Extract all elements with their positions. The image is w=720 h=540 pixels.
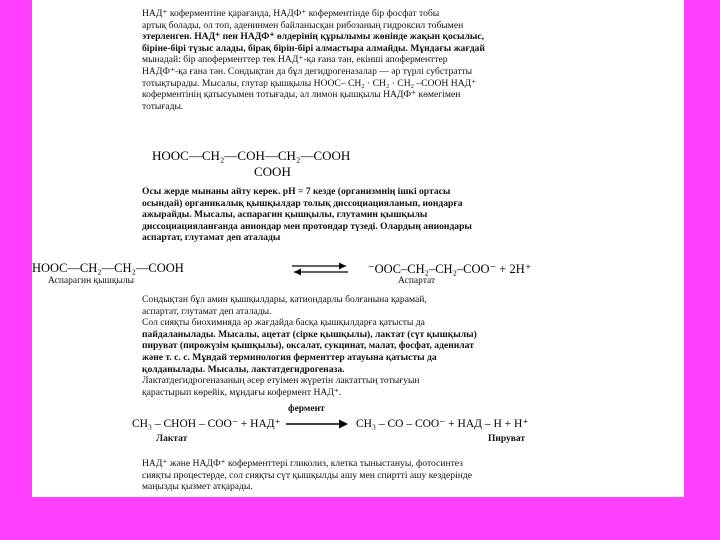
text-line: аспартат, глутамат деп аталады. bbox=[142, 305, 272, 317]
equation-2-right: CH₃ – CO – COO⁻ + НАД – H + H⁺ bbox=[356, 418, 529, 430]
text-line: қолданылады. Мысалы, лактатдегидрогеназа. bbox=[142, 363, 345, 375]
equation-2-enzyme-label: фермент bbox=[288, 404, 325, 414]
text-line: пайдаланылады. Мысалы, ацетат (сірке қышқылы), лактат (сүт қышқылы) bbox=[142, 328, 477, 340]
text-line: Сондықтан бұл амин қышқылдары, катиондарлы болғанына қарамай, bbox=[142, 294, 427, 305]
text-line: НАД⁺ және НАДФ⁺ коферменттері гликолиз, клетка тыныстануы, фотосинтез bbox=[142, 458, 463, 469]
paragraph-3 bbox=[142, 294, 670, 398]
equation-1-left-label: Аспарагин қышқылы bbox=[48, 276, 134, 286]
text-line: Сол сияқты биохимияда әр жағдайда басқа қышқылдарға қатысты да bbox=[142, 317, 425, 329]
text-line: ажырайды. Мысалы, аспарагин қышқылы, глутамин қышқылы bbox=[142, 209, 428, 221]
text-line: артық болады, ол топ, аденинмен байланысқан рибозаның гидроксил тобымен bbox=[142, 19, 464, 31]
text-line: тотықтырады. Мысалы, глутар қышқылы HOOC– CH₂ · CH₂ · CH₂ –COOH НАД⁺ bbox=[142, 77, 477, 89]
equation-2-left-label: Лактат bbox=[156, 434, 188, 444]
formula-citric-branch: COOH bbox=[254, 164, 291, 179]
text-line: біріне-бірі түзыс алады, бірақ бірін-бірі алмастыра алмайды. Мұндағы жағдай bbox=[142, 42, 485, 54]
reaction-arrow-icon bbox=[284, 418, 350, 430]
text-line: НАД⁺ коферментіне қарағанда, НАДФ⁺ коферментінде бір фосфат тобы bbox=[142, 8, 440, 19]
text-line: Осы жерде мынаны айту керек. рН = 7 кезде (организмнің ішкі ортасы bbox=[142, 186, 451, 197]
text-line: коферментінің қатысуымен тотығады, ал лимон қышқылы НАДФ⁺ көмегімен bbox=[142, 89, 461, 101]
text-line: этерленген. НАД⁺ пен НАДФ⁺ өлдерінің құрылымы жөнінде жақын қосылыс, bbox=[142, 31, 485, 43]
text-line: НАДФ⁺-қа ғана тән. Сондықтан да бұл дегидрогеназалар — әр түрлі субстратты bbox=[142, 65, 473, 77]
text-line: диссоциацияланғанда аниондар мен протондар түзеді. Олардың аниондары bbox=[142, 220, 472, 232]
formula-citric: HOOC—CH₂—COH—CH₂—COOH bbox=[152, 148, 351, 163]
text-line: тотығады. bbox=[142, 100, 184, 112]
paragraph-4 bbox=[142, 458, 670, 493]
paragraph-1 bbox=[142, 8, 670, 112]
text-line: осындай) органикалық қышқылдар толық диссоциацияланып, иондарға bbox=[142, 197, 463, 209]
text-line: Лактатдегидрогеназаның әсер етуімен жүретін лактаттың тотығуын bbox=[142, 375, 420, 387]
equation-1-right-label: Аспартат bbox=[398, 276, 436, 286]
text-line: сияқты процестерде, сол сияқты сүт қышқылды ашу мен спиртті ашу кездерінде bbox=[142, 469, 473, 481]
equation-1-left: HOOC—CH₂—CH₂—COOH bbox=[32, 261, 184, 275]
equation-2-right-label: Пируват bbox=[488, 434, 526, 444]
text-line: аспартат, глутамат деп аталады bbox=[142, 232, 281, 244]
text-line: мынадай: бір апоферменттер тек НАД⁺-қа ғана тән, екінші апоферменттер bbox=[142, 54, 448, 66]
paragraph-2 bbox=[142, 186, 670, 244]
text-line: маңызды қызмет атқарады. bbox=[142, 481, 253, 493]
equation-1-right: ⁻OOC–CH₂–CH₂–COO⁻ + 2H⁺ bbox=[368, 262, 532, 276]
text-line: және т. с. с. Мұндай терминология ферменттер атауына қатысты да bbox=[142, 351, 437, 363]
equilibrium-arrow-icon bbox=[290, 260, 350, 278]
document-page bbox=[32, 0, 684, 497]
text-line: пируват (пирожүзім қышқылы), оксалат, сукцинат, малат, фосфат, аденилат bbox=[142, 340, 474, 352]
text-line: қарастырып көрейік, мұндағы кофермент НАД⁺. bbox=[142, 386, 342, 398]
equation-2-left: CH₃ – CHOH – COO⁻ + НАД⁺ bbox=[132, 418, 281, 430]
